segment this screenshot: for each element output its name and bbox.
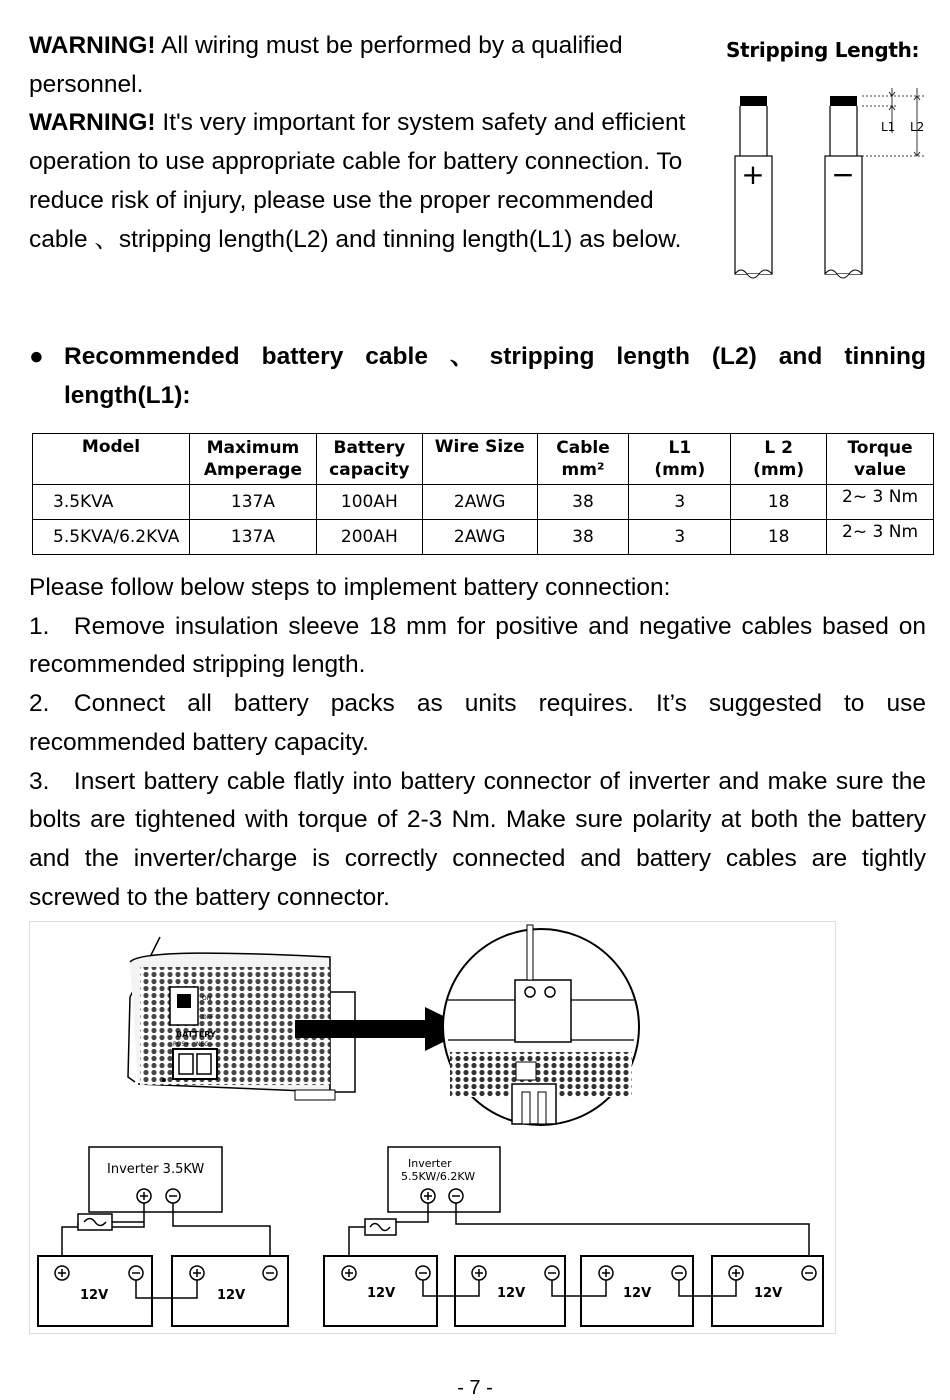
cell-capacity: 100AH xyxy=(316,485,422,520)
cell-wire-size: 2AWG xyxy=(422,485,537,520)
cell-model: 3.5KVA xyxy=(33,485,190,520)
wiring-diagram-3-5kw xyxy=(38,1147,288,1326)
cell-capacity: 200AH xyxy=(316,520,422,555)
battery-voltage-label: 12V xyxy=(497,1286,526,1301)
cell-l2: 18 xyxy=(731,520,827,555)
neg-label: NEG− xyxy=(196,1041,214,1048)
warning-label: WARNING! xyxy=(29,32,156,59)
negative-symbol: − xyxy=(831,158,855,191)
l1-label: L1 xyxy=(881,120,896,134)
battery-voltage-label: 12V xyxy=(623,1286,652,1301)
cell-torque: 2~ 3 Nm xyxy=(827,520,934,555)
switch-off-label: OFF xyxy=(202,1014,214,1021)
cell-l2: 18 xyxy=(731,485,827,520)
cell-l1: 3 xyxy=(629,520,731,555)
steps-intro: Please follow below steps to implement battery connection: xyxy=(29,574,671,601)
cell-amperage: 137A xyxy=(189,520,316,555)
table-header-row xyxy=(33,434,934,485)
heading-text: Recommended battery cable 、stripping length (L2) and tinning length(L1): xyxy=(64,343,926,409)
bullet-icon: ● xyxy=(29,343,44,370)
negative-tinned-tip xyxy=(830,96,857,106)
battery-voltage-label: 12V xyxy=(367,1286,396,1301)
cable-spec-table xyxy=(32,433,934,555)
zoom-detail-circle xyxy=(443,925,639,1125)
battery-voltage-label: 12V xyxy=(80,1288,109,1303)
inverter-5-5kw-model: 5.5KW/6.2KW xyxy=(401,1170,476,1183)
col-header: Maximum Amperage xyxy=(189,434,316,485)
table-row xyxy=(33,485,934,520)
battery-voltage-label: 12V xyxy=(217,1288,246,1303)
l2-label: L2 xyxy=(910,120,925,134)
step-item: 1. Remove insulation sleeve 18 mm for positive and negative cables based on recommended stripping length. xyxy=(29,612,926,679)
cell-amperage: 137A xyxy=(189,485,316,520)
warning-text: All wiring must be performed by a qualified personnel. xyxy=(29,32,623,98)
col-header: Model xyxy=(33,434,190,485)
cell-cable: 38 xyxy=(537,485,629,520)
battery-panel-label: BATTERY xyxy=(176,1030,216,1039)
col-header: Wire Size xyxy=(422,434,537,485)
cell-cable: 38 xyxy=(537,520,629,555)
recommended-cable-heading xyxy=(29,338,926,415)
cell-torque: 2~ 3 Nm xyxy=(827,485,934,520)
page-number: - 7 - xyxy=(457,1377,493,1399)
step-item: 3. Insert battery cable flatly into battery connector of inverter and make sure the bolts are tightened with torque of 2-3 Nm. Make sure polarity at both the battery and the inverter/charge is correctly connected and battery cables are tightly screwed to the battery connector. xyxy=(29,767,926,911)
battery-connection-figure xyxy=(29,921,836,1334)
warning-text: It's very important for system safety and efficient operation to use appropriate cable for battery connection. To reduce risk of injury, please use the proper recommended cable 、stripping length(L2) and tinning length(L1) as below. xyxy=(29,109,686,253)
switch-on-label: ON xyxy=(202,995,212,1002)
pos-label: POS+ xyxy=(173,1041,191,1048)
col-header: Cable mm² xyxy=(537,434,629,485)
inverter-3-5kw-box xyxy=(89,1147,222,1212)
stripping-length-diagram xyxy=(725,88,925,288)
cell-wire-size: 2AWG xyxy=(422,520,537,555)
cell-model: 5.5KVA/6.2KVA xyxy=(33,520,190,555)
positive-tinned-tip xyxy=(740,96,767,106)
table-row xyxy=(33,520,934,555)
inverter-3-5kw-label: Inverter 3.5KW xyxy=(107,1162,205,1177)
col-header: Battery capacity xyxy=(316,434,422,485)
col-header: L 2 (mm) xyxy=(731,434,827,485)
step-item: 2. Connect all battery packs as units requires. It’s suggested to use recommended battery capacity. xyxy=(29,690,926,756)
inverter-5-5kw-label: Inverter xyxy=(408,1157,452,1170)
col-header: Torque value xyxy=(827,434,934,485)
inverter-panel-illustration xyxy=(128,937,355,1100)
stripping-length-title: Stripping Length: xyxy=(726,38,920,62)
warning-block xyxy=(29,27,694,259)
warning-label: WARNING! xyxy=(29,109,156,137)
positive-symbol: + xyxy=(741,158,765,191)
steps-section xyxy=(29,569,926,917)
wiring-diagram-5-5kw xyxy=(324,1147,823,1326)
battery-voltage-label: 12V xyxy=(754,1286,783,1301)
col-header: L1 (mm) xyxy=(629,434,731,485)
cell-l1: 3 xyxy=(629,485,731,520)
